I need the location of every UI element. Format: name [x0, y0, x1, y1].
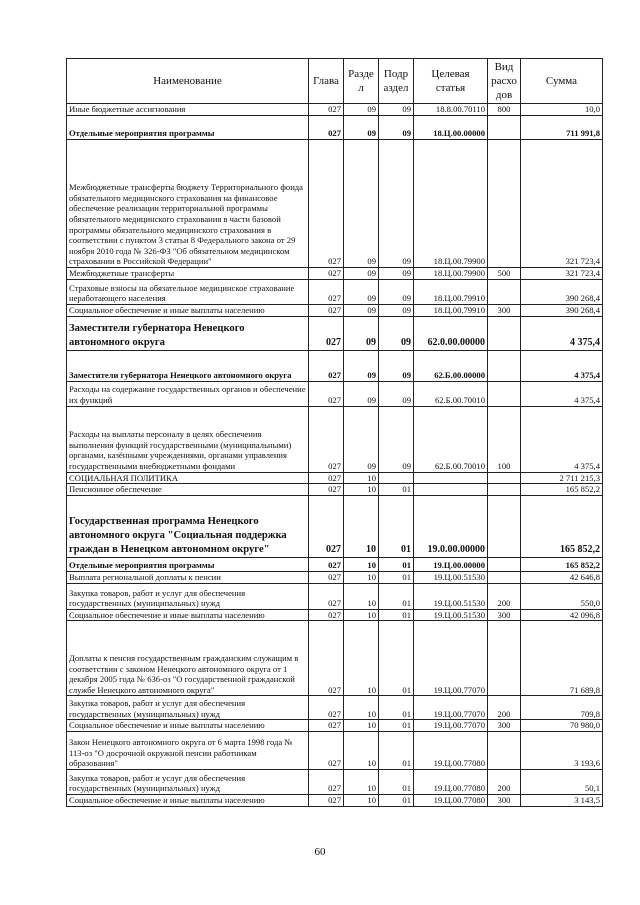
cell-podrazdel: 01 [379, 794, 414, 806]
cell-vid-raskhodov [488, 381, 521, 406]
cell-summa: 70 980,0 [521, 720, 603, 732]
cell-razdel: 10 [344, 769, 379, 794]
cell-razdel: 10 [344, 731, 379, 769]
cell-razdel: 10 [344, 621, 379, 696]
cell-podrazdel: 01 [379, 720, 414, 732]
cell-vid-raskhodov: 100 [488, 406, 521, 472]
cell-razdel: 09 [344, 268, 379, 280]
cell-celevaya-statya: 62.Б.00.00000 [414, 350, 488, 381]
cell-summa: 10,0 [521, 104, 603, 116]
cell-vid-raskhodov [488, 557, 521, 571]
cell-razdel: 09 [344, 305, 379, 317]
cell-vid-raskhodov: 200 [488, 769, 521, 794]
cell-vid-raskhodov: 300 [488, 305, 521, 317]
cell-celevaya-statya: 18.Ц.00.79900 [414, 140, 488, 268]
cell-name: Отдельные мероприятия программы [67, 116, 309, 140]
cell-name: СОЦИАЛЬНАЯ ПОЛИТИКА [67, 472, 309, 484]
cell-summa: 4 375,4 [521, 406, 603, 472]
table-row [67, 720, 603, 732]
cell-razdel: 10 [344, 557, 379, 571]
table-row [67, 472, 603, 484]
cell-razdel: 09 [344, 104, 379, 116]
cell-summa: 42 646,8 [521, 571, 603, 583]
header-podrazdel: Подр аздел [379, 59, 414, 104]
cell-podrazdel: 09 [379, 116, 414, 140]
table-row [67, 305, 603, 317]
cell-vid-raskhodov [488, 350, 521, 381]
cell-vid-raskhodov [488, 571, 521, 583]
cell-podrazdel: 01 [379, 583, 414, 609]
table-row [67, 116, 603, 140]
table-row [67, 140, 603, 268]
cell-glava: 027 [309, 571, 344, 583]
cell-celevaya-statya: 19.Ц.00.77080 [414, 731, 488, 769]
cell-glava: 027 [309, 731, 344, 769]
header-summa: Сумма [521, 59, 603, 104]
cell-summa: 50,1 [521, 769, 603, 794]
cell-glava: 027 [309, 472, 344, 484]
cell-name: Межбюджетные трансферты бюджету Территориального фонда обязательного медицинского страхования на финансовое обеспечение реализации территориальной программы обязательного медицинского страхования в части базовой программы обязательного медицинского страхования в соответствии с пунктом 3 статьи 8 Федерального закона от 29 ноября 2010 года № 326-ФЗ "Об обязательном медицинском страховании в Российской Федерации" [67, 140, 309, 268]
cell-summa: 42 096,8 [521, 609, 603, 621]
cell-glava: 027 [309, 305, 344, 317]
cell-name: Закупка товаров, работ и услуг для обеспечения государственных (муниципальных) нужд [67, 583, 309, 609]
table-row [67, 731, 603, 769]
cell-summa: 550,0 [521, 583, 603, 609]
cell-celevaya-statya: 19.0.00.00000 [414, 495, 488, 557]
cell-celevaya-statya [414, 484, 488, 496]
header-celevaya-statya: Целевая статья [414, 59, 488, 104]
cell-glava: 027 [309, 381, 344, 406]
table-row [67, 104, 603, 116]
cell-vid-raskhodov [488, 621, 521, 696]
cell-glava: 027 [309, 116, 344, 140]
cell-celevaya-statya: 19.Ц.00.51530 [414, 571, 488, 583]
cell-name: Иные бюджетные ассигнования [67, 104, 309, 116]
cell-glava: 027 [309, 583, 344, 609]
cell-celevaya-statya: 18.Ц.00.79910 [414, 280, 488, 305]
cell-razdel: 10 [344, 472, 379, 484]
cell-name: Государственная программа Ненецкого автономного округа "Социальная поддержка граждан в Ненецком автономном округе" [67, 495, 309, 557]
table-row [67, 769, 603, 794]
cell-vid-raskhodov [488, 280, 521, 305]
table-row [67, 696, 603, 720]
cell-vid-raskhodov: 200 [488, 583, 521, 609]
cell-razdel: 09 [344, 116, 379, 140]
cell-razdel: 09 [344, 381, 379, 406]
cell-celevaya-statya: 19.Ц.00.77070 [414, 720, 488, 732]
cell-podrazdel: 01 [379, 571, 414, 583]
cell-name: Межбюджетные трансферты [67, 268, 309, 280]
cell-name: Социальное обеспечение и иные выплаты населению [67, 794, 309, 806]
cell-summa: 71 689,8 [521, 621, 603, 696]
cell-razdel: 10 [344, 609, 379, 621]
table-row [67, 621, 603, 696]
cell-summa: 165 852,2 [521, 557, 603, 571]
cell-glava: 027 [309, 609, 344, 621]
cell-podrazdel: 09 [379, 406, 414, 472]
cell-razdel: 10 [344, 794, 379, 806]
table-row [67, 557, 603, 571]
cell-podrazdel: 09 [379, 280, 414, 305]
cell-glava: 027 [309, 280, 344, 305]
cell-vid-raskhodov: 300 [488, 794, 521, 806]
table-row [67, 381, 603, 406]
cell-summa: 4 375,4 [521, 316, 603, 350]
header-razdel: Разде л [344, 59, 379, 104]
cell-vid-raskhodov: 200 [488, 696, 521, 720]
cell-vid-raskhodov [488, 472, 521, 484]
cell-glava: 027 [309, 621, 344, 696]
table-row [67, 571, 603, 583]
table-row [67, 484, 603, 496]
cell-name: Закупка товаров, работ и услуг для обеспечения государственных (муниципальных) нужд [67, 769, 309, 794]
cell-podrazdel: 01 [379, 484, 414, 496]
cell-celevaya-statya: 62.Б.00.70010 [414, 406, 488, 472]
cell-summa: 390 268,4 [521, 280, 603, 305]
cell-razdel: 09 [344, 280, 379, 305]
table-row [67, 280, 603, 305]
cell-podrazdel: 01 [379, 696, 414, 720]
cell-razdel: 10 [344, 696, 379, 720]
cell-podrazdel: 01 [379, 609, 414, 621]
cell-podrazdel [379, 472, 414, 484]
cell-vid-raskhodov: 800 [488, 104, 521, 116]
cell-podrazdel: 01 [379, 557, 414, 571]
cell-glava: 027 [309, 696, 344, 720]
cell-podrazdel: 09 [379, 381, 414, 406]
cell-razdel: 10 [344, 720, 379, 732]
cell-celevaya-statya: 19.Ц.00.77070 [414, 696, 488, 720]
cell-podrazdel: 01 [379, 731, 414, 769]
cell-summa: 4 375,4 [521, 350, 603, 381]
cell-glava: 027 [309, 350, 344, 381]
header-name: Наименование [67, 59, 309, 104]
cell-razdel: 10 [344, 484, 379, 496]
cell-celevaya-statya: 18.8.00.70110 [414, 104, 488, 116]
cell-podrazdel: 09 [379, 350, 414, 381]
cell-podrazdel: 01 [379, 495, 414, 557]
table-row [67, 268, 603, 280]
cell-celevaya-statya: 19.Ц.00.00000 [414, 557, 488, 571]
cell-glava: 027 [309, 406, 344, 472]
cell-razdel: 09 [344, 140, 379, 268]
cell-name: Расходы на выплаты персоналу в целях обеспечения выполнения функций государственными (муниципальными) органами, казёнными учреждениями, органами управления государственными внебюджетными фондами [67, 406, 309, 472]
cell-vid-raskhodov: 300 [488, 609, 521, 621]
cell-celevaya-statya: 19.Ц.00.51530 [414, 609, 488, 621]
cell-name: Социальное обеспечение и иные выплаты населению [67, 305, 309, 317]
cell-name: Выплата региональной доплаты к пенсии [67, 571, 309, 583]
cell-podrazdel: 09 [379, 305, 414, 317]
cell-summa: 711 991,8 [521, 116, 603, 140]
cell-name: Пенсионное обеспечение [67, 484, 309, 496]
cell-glava: 027 [309, 140, 344, 268]
cell-razdel: 10 [344, 495, 379, 557]
cell-glava: 027 [309, 104, 344, 116]
cell-summa: 3 193,6 [521, 731, 603, 769]
cell-glava: 027 [309, 720, 344, 732]
table-row [67, 609, 603, 621]
cell-vid-raskhodov [488, 731, 521, 769]
cell-name: Социальное обеспечение и иные выплаты населению [67, 609, 309, 621]
cell-vid-raskhodov [488, 316, 521, 350]
cell-glava: 027 [309, 769, 344, 794]
cell-razdel: 09 [344, 350, 379, 381]
cell-celevaya-statya: 19.Ц.00.77080 [414, 794, 488, 806]
cell-name: Социальное обеспечение и иные выплаты населению [67, 720, 309, 732]
cell-summa: 709,8 [521, 696, 603, 720]
cell-name: Закон Ненецкого автономного округа от 6 марта 1998 года № 113-оз "О досрочной окружной пенсии работникам образования" [67, 731, 309, 769]
table-body [67, 104, 603, 807]
table-row [67, 495, 603, 557]
cell-summa: 165 852,2 [521, 484, 603, 496]
cell-podrazdel: 09 [379, 268, 414, 280]
cell-celevaya-statya [414, 472, 488, 484]
cell-summa: 3 143,5 [521, 794, 603, 806]
table-row [67, 794, 603, 806]
cell-celevaya-statya: 19.Ц.00.77070 [414, 621, 488, 696]
cell-podrazdel: 09 [379, 316, 414, 350]
cell-razdel: 09 [344, 316, 379, 350]
table-row [67, 316, 603, 350]
cell-name: Закупка товаров, работ и услуг для обеспечения государственных (муниципальных) нужд [67, 696, 309, 720]
cell-vid-raskhodov [488, 116, 521, 140]
cell-razdel: 10 [344, 583, 379, 609]
table-header-row [67, 59, 603, 104]
cell-glava: 027 [309, 557, 344, 571]
cell-vid-raskhodov [488, 484, 521, 496]
cell-celevaya-statya: 62.0.00.00000 [414, 316, 488, 350]
cell-summa: 4 375,4 [521, 381, 603, 406]
cell-name: Расходы на содержание государственных органов и обеспечение их функций [67, 381, 309, 406]
cell-celevaya-statya: 18.Ц.00.79900 [414, 268, 488, 280]
table-row [67, 583, 603, 609]
table-row [67, 350, 603, 381]
cell-summa: 321 723,4 [521, 268, 603, 280]
table-row [67, 406, 603, 472]
cell-summa: 165 852,2 [521, 495, 603, 557]
cell-celevaya-statya: 18.Ц.00.00000 [414, 116, 488, 140]
cell-summa: 321 723,4 [521, 140, 603, 268]
cell-vid-raskhodov: 500 [488, 268, 521, 280]
cell-glava: 027 [309, 268, 344, 280]
cell-name: Страховые взносы на обязательное медицинское страхование неработающего населения [67, 280, 309, 305]
cell-vid-raskhodov [488, 140, 521, 268]
cell-podrazdel: 09 [379, 104, 414, 116]
cell-summa: 390 268,4 [521, 305, 603, 317]
budget-table [66, 58, 603, 807]
cell-glava: 027 [309, 484, 344, 496]
cell-summa: 2 711 215,3 [521, 472, 603, 484]
cell-podrazdel: 01 [379, 621, 414, 696]
cell-celevaya-statya: 18.Ц.00.79910 [414, 305, 488, 317]
cell-name: Заместители губернатора Ненецкого автономного округа [67, 350, 309, 381]
cell-podrazdel: 01 [379, 769, 414, 794]
page-number: 60 [314, 846, 326, 858]
header-glava: Глава [309, 59, 344, 104]
cell-name: Заместители губернатора Ненецкого автономного округа [67, 316, 309, 350]
cell-glava: 027 [309, 794, 344, 806]
cell-celevaya-statya: 62.Б.00.70010 [414, 381, 488, 406]
cell-name: Доплаты к пенсия государственным гражданским служащим в соответствии с законом Ненецкого автономного округа от 1 декабря 2005 года № 636-оз "О государственной гражданской службе Ненецкого автономного округа" [67, 621, 309, 696]
cell-celevaya-statya: 19.Ц.00.51530 [414, 583, 488, 609]
cell-vid-raskhodov [488, 495, 521, 557]
cell-glava: 027 [309, 495, 344, 557]
header-vid-raskhodov: Вид расхо дов [488, 59, 521, 104]
cell-glava: 027 [309, 316, 344, 350]
cell-name: Отдельные мероприятия программы [67, 557, 309, 571]
cell-podrazdel: 09 [379, 140, 414, 268]
cell-celevaya-statya: 19.Ц.00.77080 [414, 769, 488, 794]
cell-vid-raskhodov: 300 [488, 720, 521, 732]
cell-razdel: 10 [344, 571, 379, 583]
cell-razdel: 09 [344, 406, 379, 472]
